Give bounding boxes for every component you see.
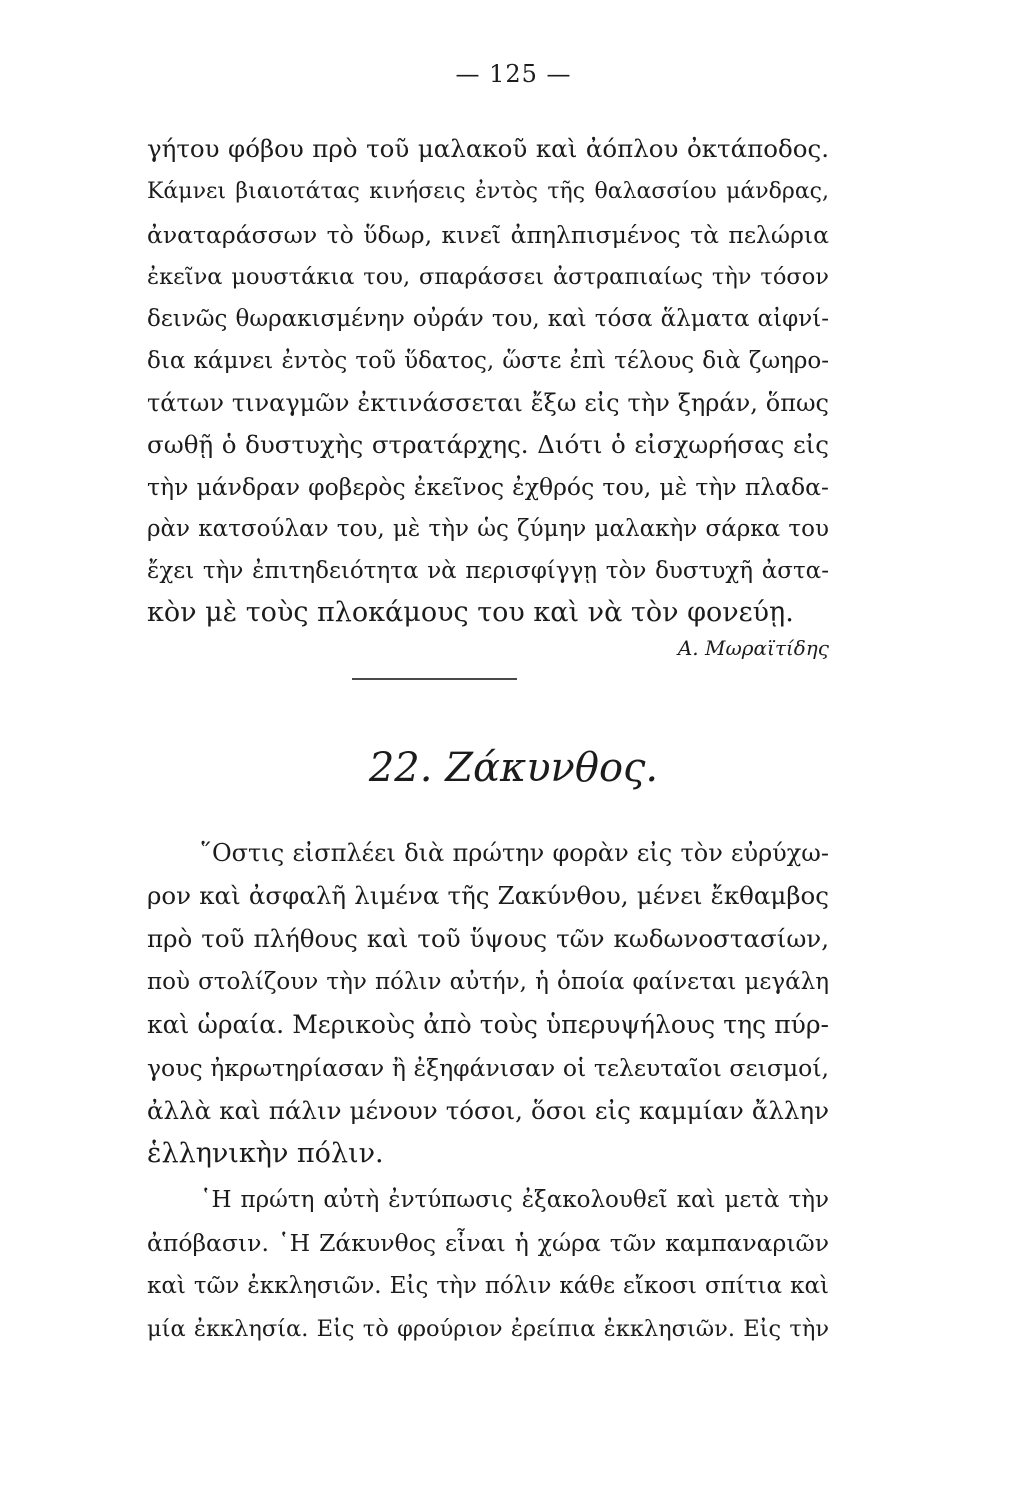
text-line: ἀναταράσσων τὸ ὕδωρ, κινεῖ ἀπηλπισμένος τὰ πελώρια <box>147 221 829 249</box>
text-line: ῞Οστις εἰσπλέει διὰ πρώτην φορὰν εἰς τὸν εὐρύχω- <box>200 839 829 867</box>
text-line: τάτων τιναγμῶν ἐκτινάσσεται ἔξω εἰς τὴν ξηράν, ὅπως <box>147 389 829 417</box>
text-line: σωθῇ ὁ δυστυχὴς στρατάρχης. Διότι ὁ εἰσχωρήσας εἰς <box>147 430 829 459</box>
text-line: γους ἠκρωτηρίασαν ἢ ἐξηφάνισαν οἱ τελευταῖοι σεισμοί, <box>147 1054 829 1082</box>
text-line: ρὰν κατσούλαν του, μὲ τὴν ὡς ζύμην μαλακὴν σάρκα του <box>147 516 829 542</box>
chapter-heading <box>0 738 1027 798</box>
text-line: ἀλλὰ καὶ πάλιν μένουν τόσοι, ὅσοι εἰς καμμίαν ἄλλην <box>147 1096 829 1125</box>
chapter-title: Ζάκυνθος. <box>445 745 659 791</box>
text-line: ρον καὶ ἀσφαλῆ λιμένα τῆς Ζακύνθου, μένει ἔκθαμβος <box>147 881 829 910</box>
text-line: καὶ ὡραία. Μερικοὺς ἀπὸ τοὺς ὑπερυψήλους της πύρ- <box>147 1010 829 1039</box>
author-signature: Α. Μωραϊτίδης <box>677 636 829 660</box>
text-line: ἀπόβασιν. ῾Η Ζάκυνθος εἶναι ἡ χώρα τῶν καμπαναριῶν <box>147 1229 829 1257</box>
text-line: ἐκεῖνα μουστάκια του, σπαράσσει ἀστραπιαίως τὴν τόσον <box>147 264 829 290</box>
text-line: δεινῶς θωρακισμένην οὐράν του, καὶ τόσα ἅλματα αἰφνί- <box>147 306 829 332</box>
text-line: ἑλληνικὴν πόλιν. <box>147 1138 384 1169</box>
page-number: — 125 — <box>455 60 572 88</box>
text-line: τὴν μάνδραν φοβερὸς ἐκεῖνος ἐχθρός του, μὲ τὴν πλαδα- <box>147 473 829 501</box>
text-line: ποὺ στολίζουν τὴν πόλιν αὐτήν, ἡ ὁποία φαίνεται μεγάλη <box>147 969 829 995</box>
text-line: γήτου φόβου πρὸ τοῦ μαλακοῦ καὶ ἀόπλου ὀκτάποδος. <box>147 134 829 163</box>
text-line: ῾Η πρώτη αὐτὴ ἐντύπωσις ἐξακολουθεῖ καὶ μετὰ τὴν <box>200 1187 829 1213</box>
text-line: καὶ τῶν ἐκκλησιῶν. Εἰς τὴν πόλιν κάθε εἴκοσι σπίτια καὶ <box>147 1273 829 1299</box>
text-line: δια κάμνει ἐντὸς τοῦ ὕδατος, ὥστε ἐπὶ τέλους διὰ ζωηρο- <box>147 348 829 374</box>
chapter-number: 22. <box>368 745 433 791</box>
section-divider <box>352 678 517 680</box>
text-line: μία ἐκκλησία. Εἰς τὸ φρούριον ἐρείπια ἐκκλησιῶν. Εἰς τὴν <box>147 1316 829 1342</box>
text-line: ἔχει τὴν ἐπιτηδειότητα νὰ περισφίγγῃ τὸν δυστυχῆ ἀστα- <box>147 558 829 584</box>
text-line: Κάμνει βιαιοτάτας κινήσεις ἐντὸς τῆς θαλασσίου μάνδρας, <box>147 179 829 204</box>
text-line: πρὸ τοῦ πλήθους καὶ τοῦ ὕψους τῶν κωδωνοστασίων, <box>147 924 829 953</box>
text-line: κὸν μὲ τοὺς πλοκάμους του καὶ νὰ τὸν φονεύῃ. <box>147 597 794 628</box>
